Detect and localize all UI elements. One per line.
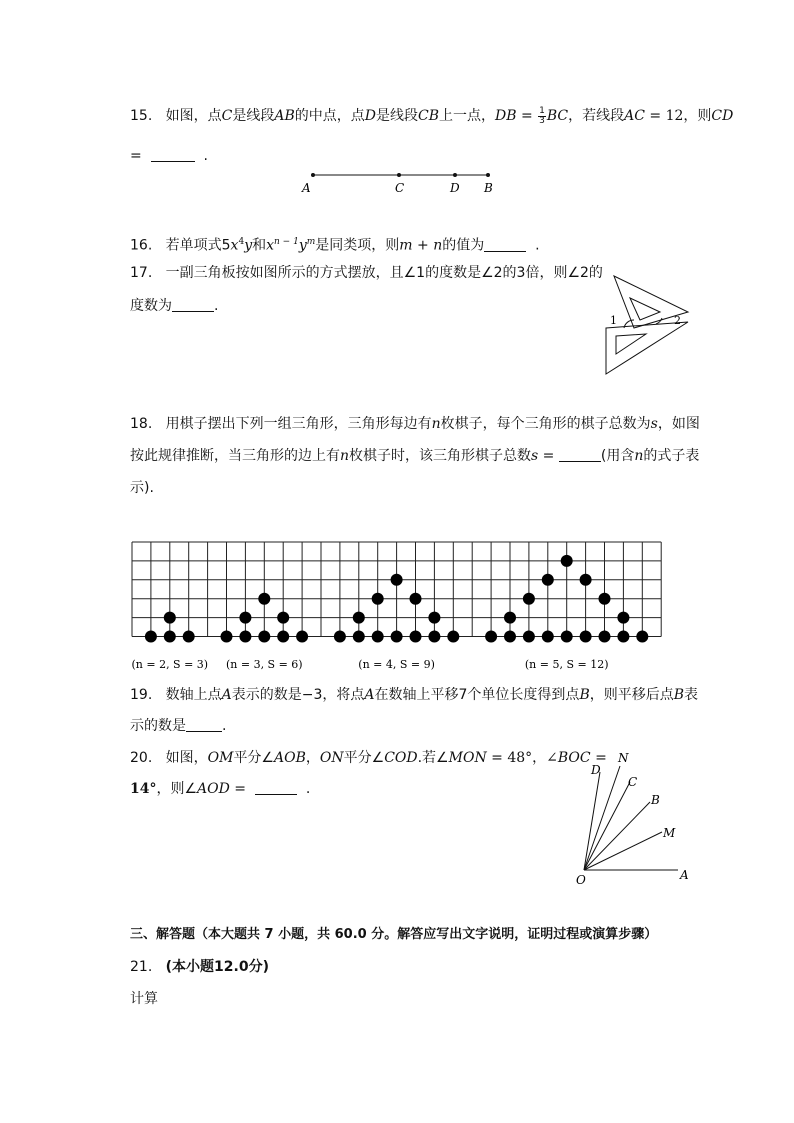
q20-line1: 20. 如图，OM平分∠AOB，ON平分∠COD.若∠MON = 48°，∠BOC = <box>130 750 607 766</box>
q19-line1: 19. 数轴上点A表示的数是−3，将点A在数轴上平移7个单位长度得到点B，则平移后点B表 <box>130 687 699 703</box>
go-stone <box>485 631 497 643</box>
fraction-one-third: $\frac{1}{3}$ <box>539 105 545 126</box>
go-stone <box>636 631 648 643</box>
point-d <box>453 173 457 177</box>
upper-triangle-hole <box>630 298 660 320</box>
label-a: A <box>302 181 311 195</box>
go-stone <box>372 593 384 605</box>
section-3-heading: 三、解答题（本大题共 7 小题，共 60.0 分。解答应写出文字说明，证明过程或演算步骤） <box>130 927 658 942</box>
go-stone <box>504 631 516 643</box>
q20-angle-figure <box>570 748 695 888</box>
triangle-caption: (n = 2, S = 3) <box>131 658 209 671</box>
go-stone <box>428 612 440 624</box>
ray-on <box>584 766 620 870</box>
go-stone <box>523 631 535 643</box>
q18-line1: 18. 用棋子摆出下列一组三角形，三角形每边有n枚棋子，每个三角形的棋子总数为s，如图 <box>130 416 700 432</box>
go-stone <box>334 631 346 643</box>
go-stone <box>164 631 176 643</box>
q15-line2: = . <box>130 148 208 164</box>
q21-line2: 计算 <box>130 991 158 1007</box>
label-b: B <box>651 793 660 807</box>
triangle-caption: (n = 5, S = 12) <box>524 658 609 671</box>
go-stone <box>504 612 516 624</box>
q18-line2: 按此规律推断，当三角形的边上有n枚棋子时，该三角形棋子总数s = (用含n的式子表 <box>130 448 700 464</box>
go-stone <box>542 631 554 643</box>
label-o: O <box>576 873 586 887</box>
q21-line1: 21. (本小题12.0分) <box>130 959 269 975</box>
go-stone <box>561 555 573 567</box>
answer-blank-q19[interactable] <box>186 717 222 732</box>
go-stone <box>523 593 535 605</box>
label-d: D <box>450 181 460 195</box>
q15-line1: 15. 如图，点C是线段AB的中点，点D是线段CB上一点，DB = $\frac{1}{3}$ BC，若线段AC = 12，则CD <box>130 105 734 126</box>
label-d: D <box>591 763 601 777</box>
go-stone <box>296 631 308 643</box>
go-stone <box>617 612 629 624</box>
go-stone <box>164 612 176 624</box>
go-stone <box>145 631 157 643</box>
go-stone <box>391 574 403 586</box>
q17-line2: 度数为 . <box>130 298 219 314</box>
go-stone <box>542 574 554 586</box>
answer-blank-q18[interactable] <box>559 447 601 462</box>
label-c: C <box>628 775 638 789</box>
point-a <box>311 173 315 177</box>
go-stone <box>258 593 270 605</box>
go-stone <box>599 631 611 643</box>
lower-triangle-ruler <box>606 322 688 374</box>
go-stone <box>599 593 611 605</box>
answer-blank-q17[interactable] <box>172 297 214 312</box>
go-stone <box>580 631 592 643</box>
triangle-caption: (n = 4, S = 9) <box>358 658 435 671</box>
go-stone <box>391 631 403 643</box>
q16-line: 16. 若单项式$5x^4y$和$x^{n - 1}y^m$是同类项，则m + n的值为 . <box>130 237 540 254</box>
triangle-caption: (n = 3, S = 6) <box>225 658 303 671</box>
label-a: A <box>680 868 689 882</box>
go-stone <box>580 574 592 586</box>
go-stone <box>617 631 629 643</box>
q18-go-board-figure <box>130 540 665 680</box>
go-stone <box>410 631 422 643</box>
answer-blank-q20[interactable] <box>255 780 297 795</box>
go-stone <box>239 631 251 643</box>
label-n: N <box>618 751 629 765</box>
label-c: C <box>395 181 405 195</box>
go-stone <box>428 631 440 643</box>
q17-line1: 17. 一副三角板按如图所示的方式摆放，且∠1的度数是∠2的3倍，则∠2的 <box>130 265 603 281</box>
go-stone <box>372 631 384 643</box>
q19-line2: 示的数是 . <box>130 718 227 734</box>
answer-blank-q15[interactable] <box>151 147 195 162</box>
answer-blank-q16[interactable] <box>484 237 526 252</box>
go-stone <box>239 612 251 624</box>
angle-1-label: 1 <box>610 314 617 327</box>
go-stone <box>353 631 365 643</box>
go-stone <box>561 631 573 643</box>
q20-line2: 14°，则∠AOD = . <box>130 781 311 797</box>
q15-segment-figure <box>300 168 500 198</box>
go-stone <box>447 631 459 643</box>
point-c <box>397 173 401 177</box>
angle-2-label: 2 <box>674 314 681 327</box>
label-m: M <box>663 826 676 840</box>
point-b <box>486 173 490 177</box>
go-stone <box>221 631 233 643</box>
go-stone <box>183 631 195 643</box>
go-stone <box>410 593 422 605</box>
label-b: B <box>484 181 493 195</box>
go-stone <box>277 612 289 624</box>
go-stone <box>353 612 365 624</box>
go-stone <box>258 631 270 643</box>
q17-triangle-rulers-figure <box>600 262 695 377</box>
go-stone <box>277 631 289 643</box>
q18-line3: 示). <box>130 480 154 496</box>
